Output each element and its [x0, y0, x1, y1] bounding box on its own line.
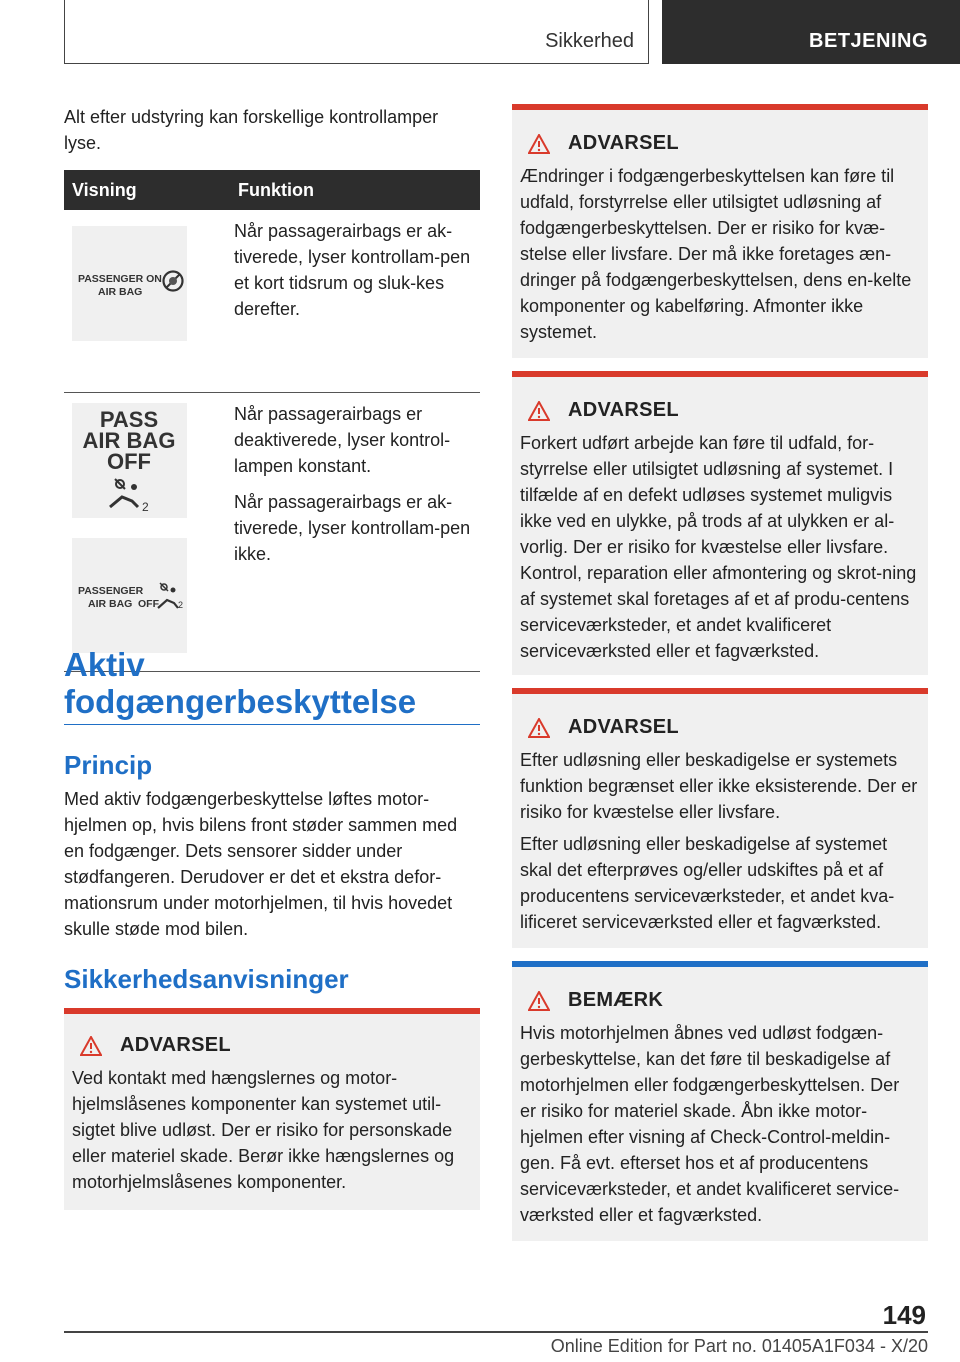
warning-bar: [512, 371, 928, 377]
warning-box-3: [512, 688, 928, 948]
warning-title: ADVARSEL: [568, 399, 679, 421]
note-text: Hvis motorhjelmen åbnes ved udløst fodgæn-gerbeskyttelse, kan det føre til beskadigelse af motorhjelmen eller fodgængerbeskyttelsen. Der er risiko for materiel skade. Åbn ikke motor-hjelmen efter visning af Check-Control-meldin-gen. Få evt. efterset hos et af producentens serviceværksteder, et andet kvalificeret service-værksted eller et fagværksted.: [520, 1023, 900, 1225]
indicator-small-line2: AIR BAG: [88, 598, 133, 610]
indicator-airbag-line: AIR BAG: [82, 428, 176, 453]
table-header-funktion: Funktion: [230, 170, 480, 210]
row1-function-text: Når passagerairbags er ak-tiverede, lyser kontrollam-pen et kort tidsrum og sluk-kes derefter.: [230, 210, 480, 393]
row2-function-text-1: Når passagerairbags er deaktiverede, lyser kontrol-lampen konstant.: [234, 404, 451, 476]
indicator-small-sub: 2: [178, 600, 184, 610]
table-header-visning: Visning: [64, 170, 230, 210]
footer-divider: [64, 1331, 928, 1333]
warning-bar: [512, 688, 928, 694]
left-column: [64, 104, 480, 672]
warning-title: ADVARSEL: [568, 132, 679, 154]
warning-text: Ændringer i fodgængerbeskyttelsen kan føre til udfald, forstyrrelse eller utilsigtet udløsning af fodgængerbeskyttelsen. Der er risiko for kvæ-stelse eller livsfare. Der må ikke foretages æn-dringer på fodgængerbeskyttelsen, dens en-kelte komponenter og kabelføring. Afmonter ikke systemet.: [520, 166, 912, 342]
warning-triangle-icon: [80, 1036, 102, 1056]
warning-title: ADVARSEL: [120, 1034, 231, 1056]
section-title: Aktiv fodgængerbeskyttelse: [64, 646, 480, 725]
warning-bar: [512, 104, 928, 110]
indicator-off-line: OFF: [107, 449, 151, 474]
passenger-airbag-on-indicator: [72, 226, 187, 341]
indicator-table: [64, 170, 480, 672]
seat-occupant-icon: [110, 479, 138, 507]
page-number: 149: [882, 1300, 926, 1330]
header-section-tab: [64, 0, 649, 64]
warning-text: Forkert udført arbejde kan føre til udfald, for-styrrelse eller utilsigtet udløsning af systemet. I tilfælde af en defekt udløses systemet muligvis ikke ved en ulykke, på trods af at ulykken er al-vorlig. Der er risiko for kvæstelse eller livsfare. Kontrol, reparation eller afmontering og skrot-ning af systemet skal foretages af et af produ-centens serviceværksteder, et andet kvalificeret serviceværksted eller et fagværksted.: [520, 433, 917, 661]
indicator-pass-line: PASS: [99, 407, 159, 432]
indicator-label-line1: PASSENGER ON: [78, 273, 162, 285]
passenger-airbag-off-small-indicator: [72, 538, 187, 653]
table-row: [64, 393, 480, 672]
indicator-label-line2: AIR BAG: [98, 286, 143, 298]
safety-instructions-title: Sikkerhedsanvisninger: [64, 964, 349, 994]
intro-text: Alt efter udstyring kan forskellige kontrollamper lyse.: [64, 107, 439, 153]
warning-text-2: Efter udløsning eller beskadigelse af systemet skal det efterprøves og/eller udskiftes på et af producentens serviceværksteder, et andet kva-lificeret serviceværksted eller et fagværksted.: [520, 834, 895, 932]
warning-triangle-icon: [528, 134, 550, 154]
note-title: BEMÆRK: [568, 989, 664, 1011]
warning-text-1: Efter udløsning eller beskadigelse er systemets funktion begrænset eller ikke eksisterende. Der er risiko for kvæstelse eller livsfare.: [520, 750, 918, 822]
warning-triangle-icon: [528, 991, 550, 1011]
header-chapter-title: BETJENING: [809, 30, 928, 52]
princip-text: Med aktiv fodgængerbeskyttelse løftes motor-hjelmen op, hvis bilens front støder sammen med en fodgænger. Dets sensorer sidder under stødfangeren. Derudover er det et ekstra defor-mationsrum under motorhjelmen, til hvis hovedet skulle støde mod bilen.: [64, 789, 458, 939]
indicator-small-line1: PASSENGER: [78, 585, 144, 597]
princip-title: Princip: [64, 750, 153, 780]
header-section-title: Sikkerhed: [545, 30, 634, 52]
warning-box-1: [512, 104, 928, 358]
warning-text: Ved kontakt med hængslernes og motor-hjelmslåsenes komponenter kan systemet util-sigtet blive udløst. Der er risiko for personskade eller materiel skade. Berør ikke hængslernes og motorhjelmslåsenes komponenter.: [72, 1068, 455, 1192]
footer-edition-text: Online Edition for Part no. 01405A1F034 - X/20: [550, 1336, 928, 1356]
warning-bar: [64, 1008, 480, 1014]
warning-triangle-icon: [528, 718, 550, 738]
warning-triangle-icon: [528, 401, 550, 421]
warning-box-left: [64, 1008, 480, 1210]
header-chapter-tab: [662, 0, 960, 64]
warning-title: ADVARSEL: [568, 716, 679, 738]
indicator-small-off: OFF: [138, 598, 159, 610]
row2-function-text-2: Når passagerairbags er ak-tiverede, lyser kontrollam-pen ikke.: [234, 492, 471, 564]
note-bar: [512, 961, 928, 967]
pass-airbag-off-indicator: [72, 403, 187, 518]
warning-box-2: [512, 371, 928, 675]
table-row: [64, 210, 480, 393]
airbag-on-icon: [164, 272, 183, 291]
indicator-sub: 2: [142, 500, 149, 514]
seat-occupant-small-icon: [158, 583, 178, 608]
note-box: [512, 961, 928, 1241]
